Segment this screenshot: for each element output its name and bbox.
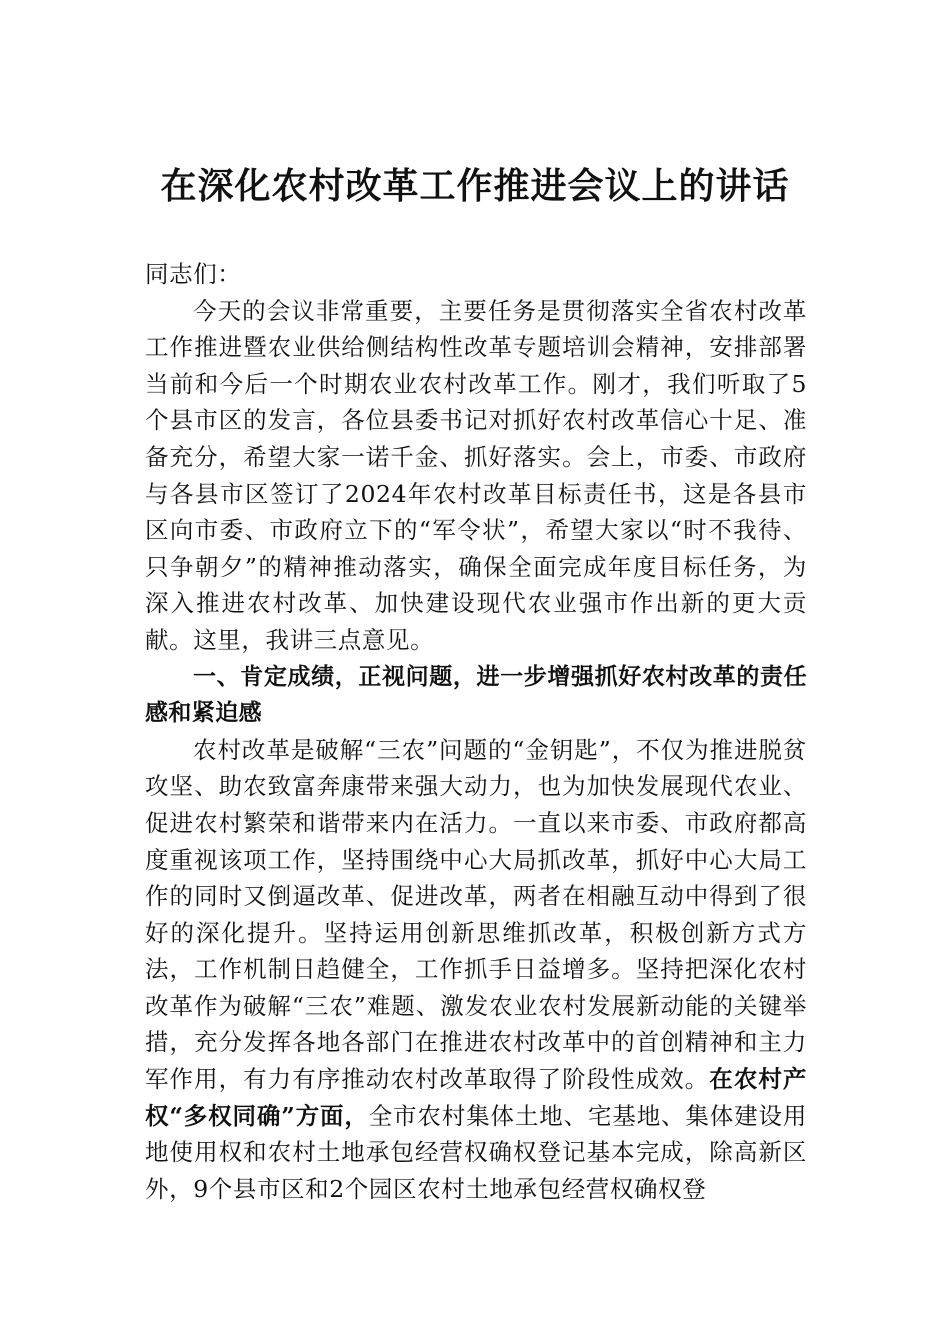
section-1-text-start: 农村改革是破解“三农”问题的“金钥匙”，不仅为推进脱贫攻坚、助农致富奔康带来强大动力，也为加快发展现代农业、促进农村繁荣和谐带来内在活力。一直以来市委、市政府都高度重视该项工作，坚持围绕中心大局抓改革，抓好中心大局工作的同时又倒逼改革、促进改革，两者在相融互动中得到了很好的深化提升。坚持运用创新思维抓改革，积极创新方式方法，工作机制日趋健全，工作抓手日益增多。坚持把深化农村改革作为破解“三农”难题、激发农业农村发展新动能的关键举措，充分发挥各地各部门在推进农村改革中的首创精神和主力军作用，有力有序推动农村改革取得了阶段性成效。 <box>145 735 807 1094</box>
section-1-bold-lead: 在农村产权“多权同确”方面， <box>145 1065 807 1130</box>
greeting: 同志们： <box>145 260 242 288</box>
document-body <box>145 256 807 1207</box>
document-title: 在深化农村改革工作推进会议上的讲话 <box>160 165 790 207</box>
section-1-paragraph <box>145 732 807 1208</box>
section-1-heading: 一、肯定成绩，正视问题，进一步增强抓好农村改革的责任感和紧迫感 <box>145 663 807 727</box>
section-1-text-end: 全市农村集体土地、宅基地、集体建设用地使用权和农村土地承包经营权确权登记基本完成，除高新区外，9个县市区和2个园区农村土地承包经营权确权登 <box>145 1101 807 1203</box>
intro-paragraph: 今天的会议非常重要，主要任务是贯彻落实全省农村改革工作推进暨农业供给侧结构性改革专题培训会精神，安排部署当前和今后一个时期农业农村改革工作。刚才，我们听取了5个县市区的发言，各位县委书记对抓好农村改革信心十足、准备充分，希望大家一诺千金、抓好落实。会上，市委、市政府与各县市区签订了2024年农村改革目标责任书，这是各县市区向市委、市政府立下的“军令状”，希望大家以“时不我待、只争朝夕”的精神推动落实，确保全面完成年度目标任务，为深入推进农村改革、加快建设现代农业强市作出新的更大贡献。这里，我讲三点意见。 <box>145 296 807 654</box>
